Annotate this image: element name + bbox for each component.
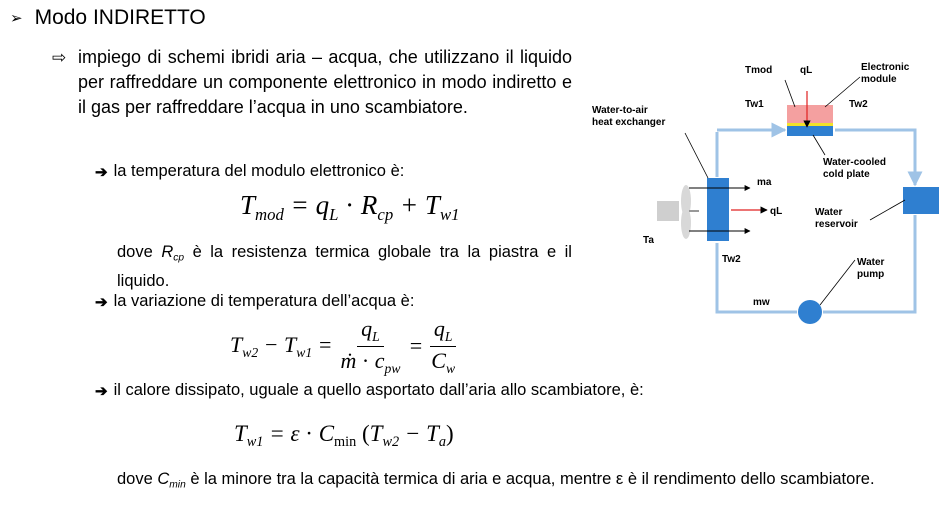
cold-plate [787, 126, 833, 136]
label-ta: Ta [643, 235, 654, 246]
label-pump-2: pump [857, 269, 885, 280]
arrow-bullet-icon: ➔ [95, 163, 108, 181]
cooling-loop-diagram [585, 55, 940, 340]
hollow-arrow-bullet-icon: ⇨ [52, 48, 67, 67]
label-tmod: Tmod [745, 65, 773, 76]
label-hx: Water-to-air [592, 105, 648, 116]
label-tw1: Tw1 [745, 99, 764, 110]
label-hx-2: heat exchanger [592, 117, 666, 128]
label-ma: ma [757, 177, 772, 188]
item-dissipated-heat: ➔ il calore dissipato, uguale a quello asportato dall’aria allo scambiatore, è: [95, 381, 644, 400]
water-reservoir [903, 187, 939, 214]
label-mw: mw [753, 297, 770, 308]
arrowhead-bullet-icon: ➢ [10, 10, 23, 27]
label-tw2: Tw2 [722, 254, 741, 265]
note-rcp: dove $R_{cp}$ è la resistenza termica globale tra la piastra e il liquido. [117, 243, 572, 290]
arrow-bullet-icon: ➔ [95, 382, 108, 400]
label-ql-2: qL [770, 206, 783, 217]
heading: ➢ Modo INDIRETTO [10, 6, 206, 29]
label-ql: qL [800, 65, 813, 76]
label-tw2-top: Tw2 [849, 99, 868, 110]
fan-motor [657, 201, 679, 221]
electronic-module [787, 105, 833, 123]
label-reservoir: Water [815, 207, 843, 218]
formula-delta-tw: $T_{w2} - T_{w1}$ = $\frac{q_L}{ṁ \cdot c_{pw}}$ = $\frac{q_L}{C_w}$ [230, 316, 456, 376]
label-cold: Water-cooled [823, 157, 886, 168]
label-reservoir-2: reservoir [815, 219, 858, 230]
label-pump: Water [857, 257, 885, 268]
item-module-temperature: ➔ la temperatura del modulo elettronico è: [95, 162, 405, 181]
item-water-temperature: ➔ la variazione di temperatura dell’acqua è: [95, 292, 415, 311]
heat-exchanger-block [707, 178, 729, 241]
label-module-2: module [861, 74, 897, 85]
intro-paragraph: ⇨ impiego di schemi ibridi aria – acqua, che utilizzano il liquido per raffreddare un componente elettronico in modo indiretto e il gas per raffreddare l’acqua in uno scambiatore. [52, 47, 572, 117]
arrow-bullet-icon: ➔ [95, 293, 108, 311]
formula-tw1: $T_{w1} = \varepsilon \cdot C_{min}$ $(T_{w2} - T_a)$ [234, 421, 454, 450]
formula-tmod: $T_{mod} = q_L \cdot R_{cp} + T_{w1}$ [240, 190, 460, 224]
label-module: Electronic [861, 62, 910, 73]
note-cmin: dove $C_{min}$ è la minore tra la capacità termica di aria e acqua, mentre ε è il rendimento dello scambiatore. [117, 470, 875, 491]
water-pump [798, 300, 822, 324]
label-cold-2: cold plate [823, 169, 870, 180]
